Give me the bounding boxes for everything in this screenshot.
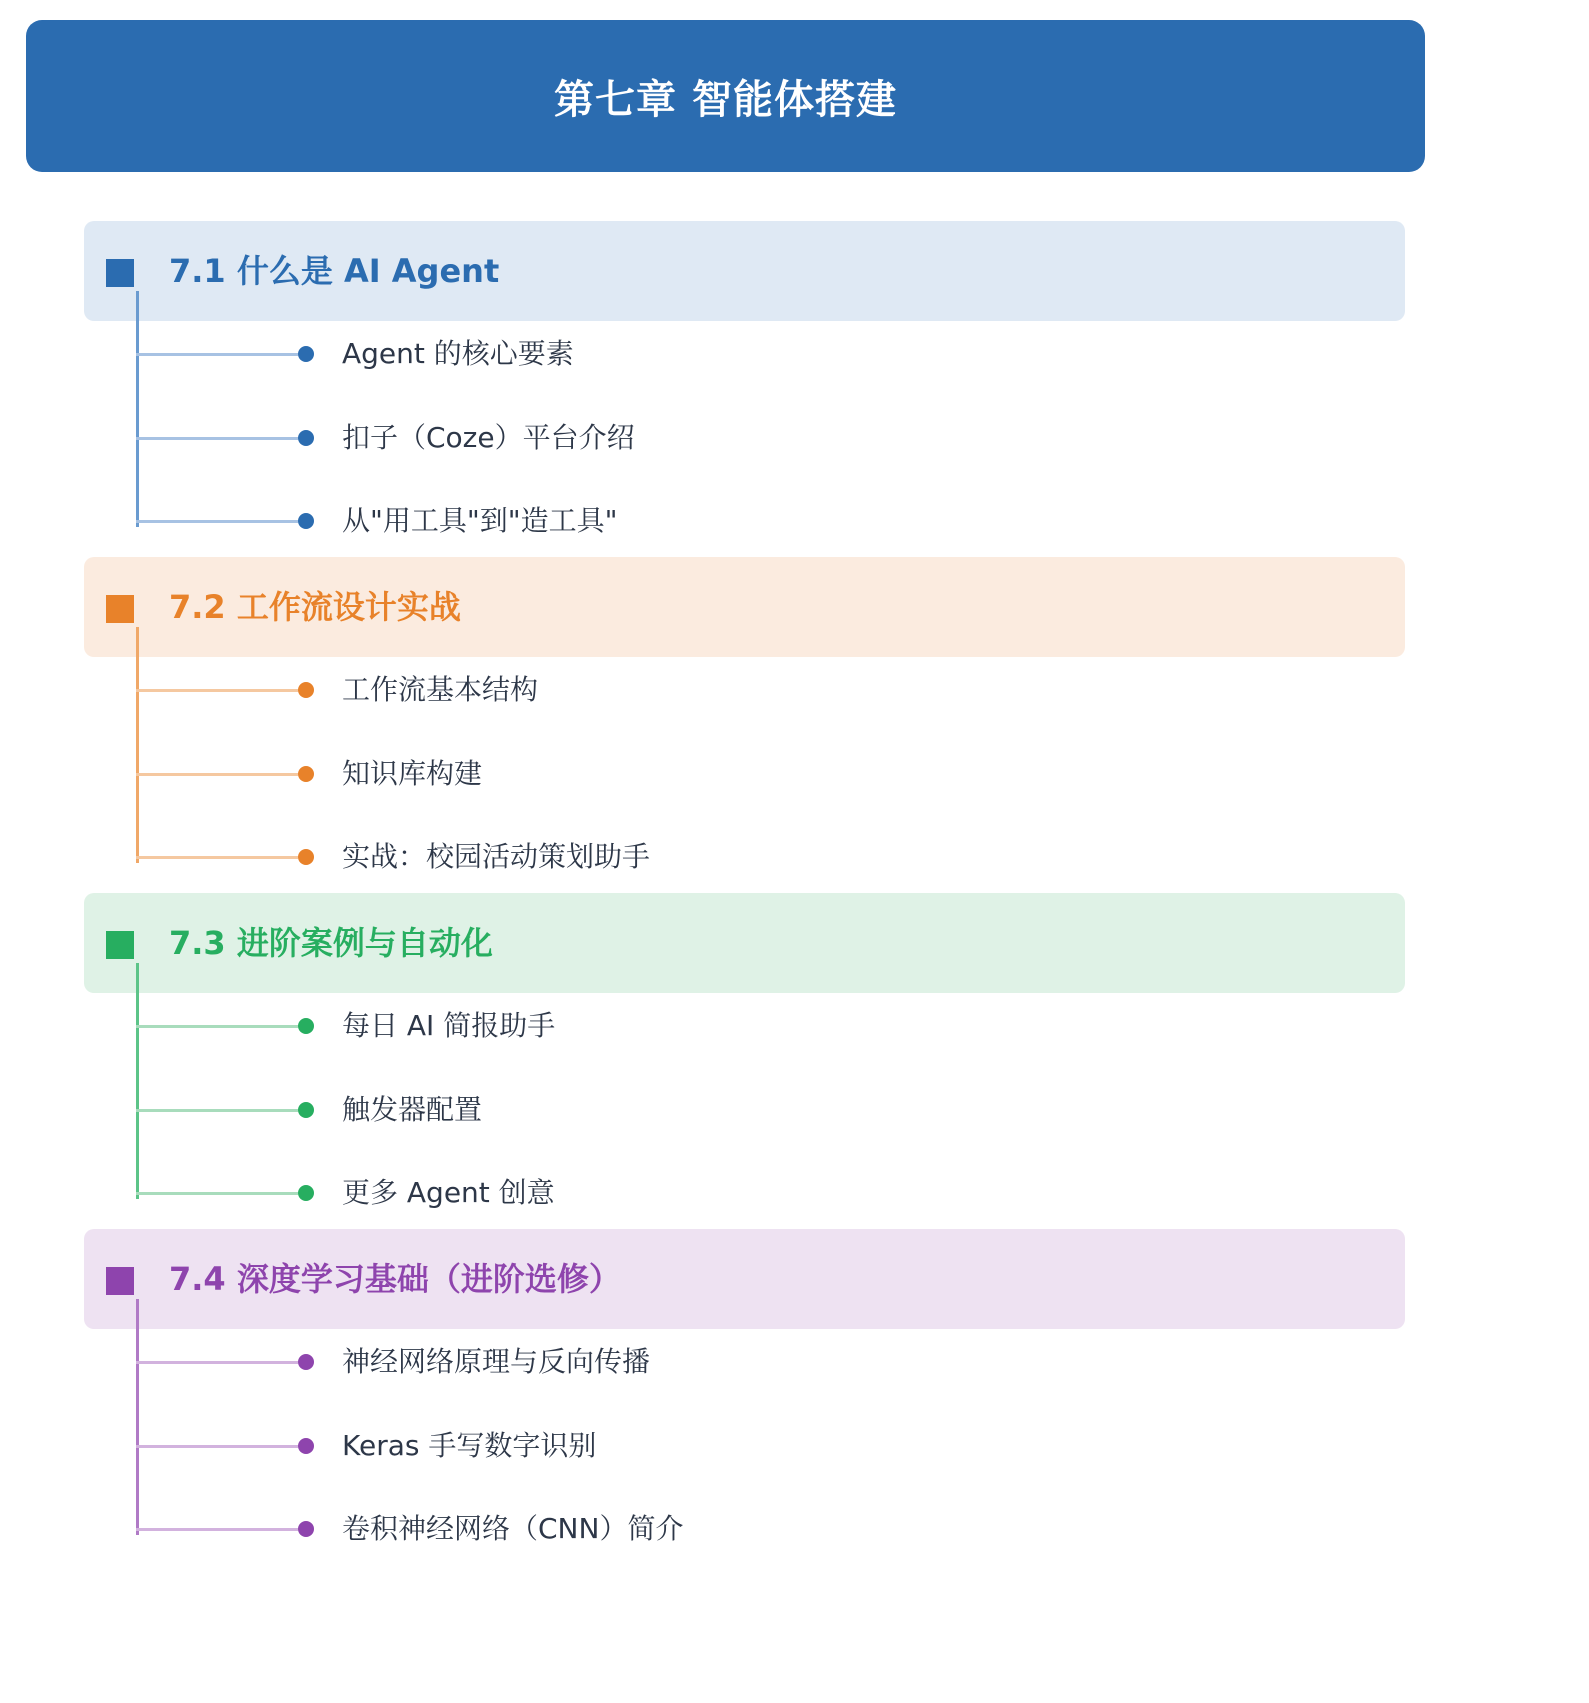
list-item: 知识库构建: [342, 757, 483, 790]
branch-line: [136, 689, 298, 692]
section-4: [84, 1229, 1405, 1565]
section-header: [84, 1229, 1405, 1329]
branch-line: [136, 856, 298, 859]
tree-connector-line: [136, 963, 139, 1199]
branch-line: [136, 353, 298, 356]
section-header: [84, 557, 1405, 657]
branch-line: [136, 1445, 298, 1448]
chapter-title: 第七章 智能体搭建: [554, 76, 897, 123]
list-item: Agent 的核心要素: [342, 337, 574, 370]
list-item: 神经网络原理与反向传播: [342, 1345, 651, 1378]
branch-line: [136, 437, 298, 440]
branch-line: [136, 1528, 298, 1531]
section-square-icon: [106, 931, 134, 959]
section-square-icon: [106, 259, 134, 287]
tree-connector-line: [136, 291, 139, 527]
branch-line: [136, 520, 298, 523]
chapter-title-banner: [26, 20, 1425, 172]
bullet-dot-icon: [298, 1185, 314, 1201]
section-title: 7.3 进阶案例与自动化: [169, 924, 493, 962]
bullet-dot-icon: [298, 430, 314, 446]
list-item: 实战：校园活动策划助手: [342, 840, 651, 873]
list-item: 更多 Agent 创意: [342, 1176, 555, 1209]
bullet-dot-icon: [298, 1354, 314, 1370]
bullet-dot-icon: [298, 682, 314, 698]
bullet-dot-icon: [298, 1102, 314, 1118]
list-item: 卷积神经网络（CNN）简介: [342, 1512, 684, 1545]
bullet-dot-icon: [298, 849, 314, 865]
branch-line: [136, 1109, 298, 1112]
bullet-dot-icon: [298, 766, 314, 782]
bullet-dot-icon: [298, 346, 314, 362]
section-2: [84, 557, 1405, 893]
list-item: 工作流基本结构: [342, 673, 539, 706]
section-header: [84, 893, 1405, 993]
bullet-dot-icon: [298, 1438, 314, 1454]
list-item: 每日 AI 简报助手: [342, 1009, 556, 1042]
section-title: 7.4 深度学习基础（进阶选修）: [169, 1260, 621, 1298]
tree-connector-line: [136, 1299, 139, 1535]
section-1: [84, 221, 1405, 557]
branch-line: [136, 773, 298, 776]
branch-line: [136, 1361, 298, 1364]
bullet-dot-icon: [298, 1018, 314, 1034]
section-header: [84, 221, 1405, 321]
section-3: [84, 893, 1405, 1229]
list-item: 触发器配置: [342, 1093, 483, 1126]
bullet-dot-icon: [298, 513, 314, 529]
bullet-dot-icon: [298, 1521, 314, 1537]
list-item: 扣子（Coze）平台介绍: [342, 421, 635, 454]
section-title: 7.2 工作流设计实战: [169, 588, 461, 626]
tree-connector-line: [136, 627, 139, 863]
branch-line: [136, 1025, 298, 1028]
branch-line: [136, 1192, 298, 1195]
section-title: 7.1 什么是 AI Agent: [169, 252, 500, 290]
list-item: Keras 手写数字识别: [342, 1429, 597, 1462]
section-square-icon: [106, 1267, 134, 1295]
list-item: 从"用工具"到"造工具": [342, 504, 618, 537]
section-square-icon: [106, 595, 134, 623]
